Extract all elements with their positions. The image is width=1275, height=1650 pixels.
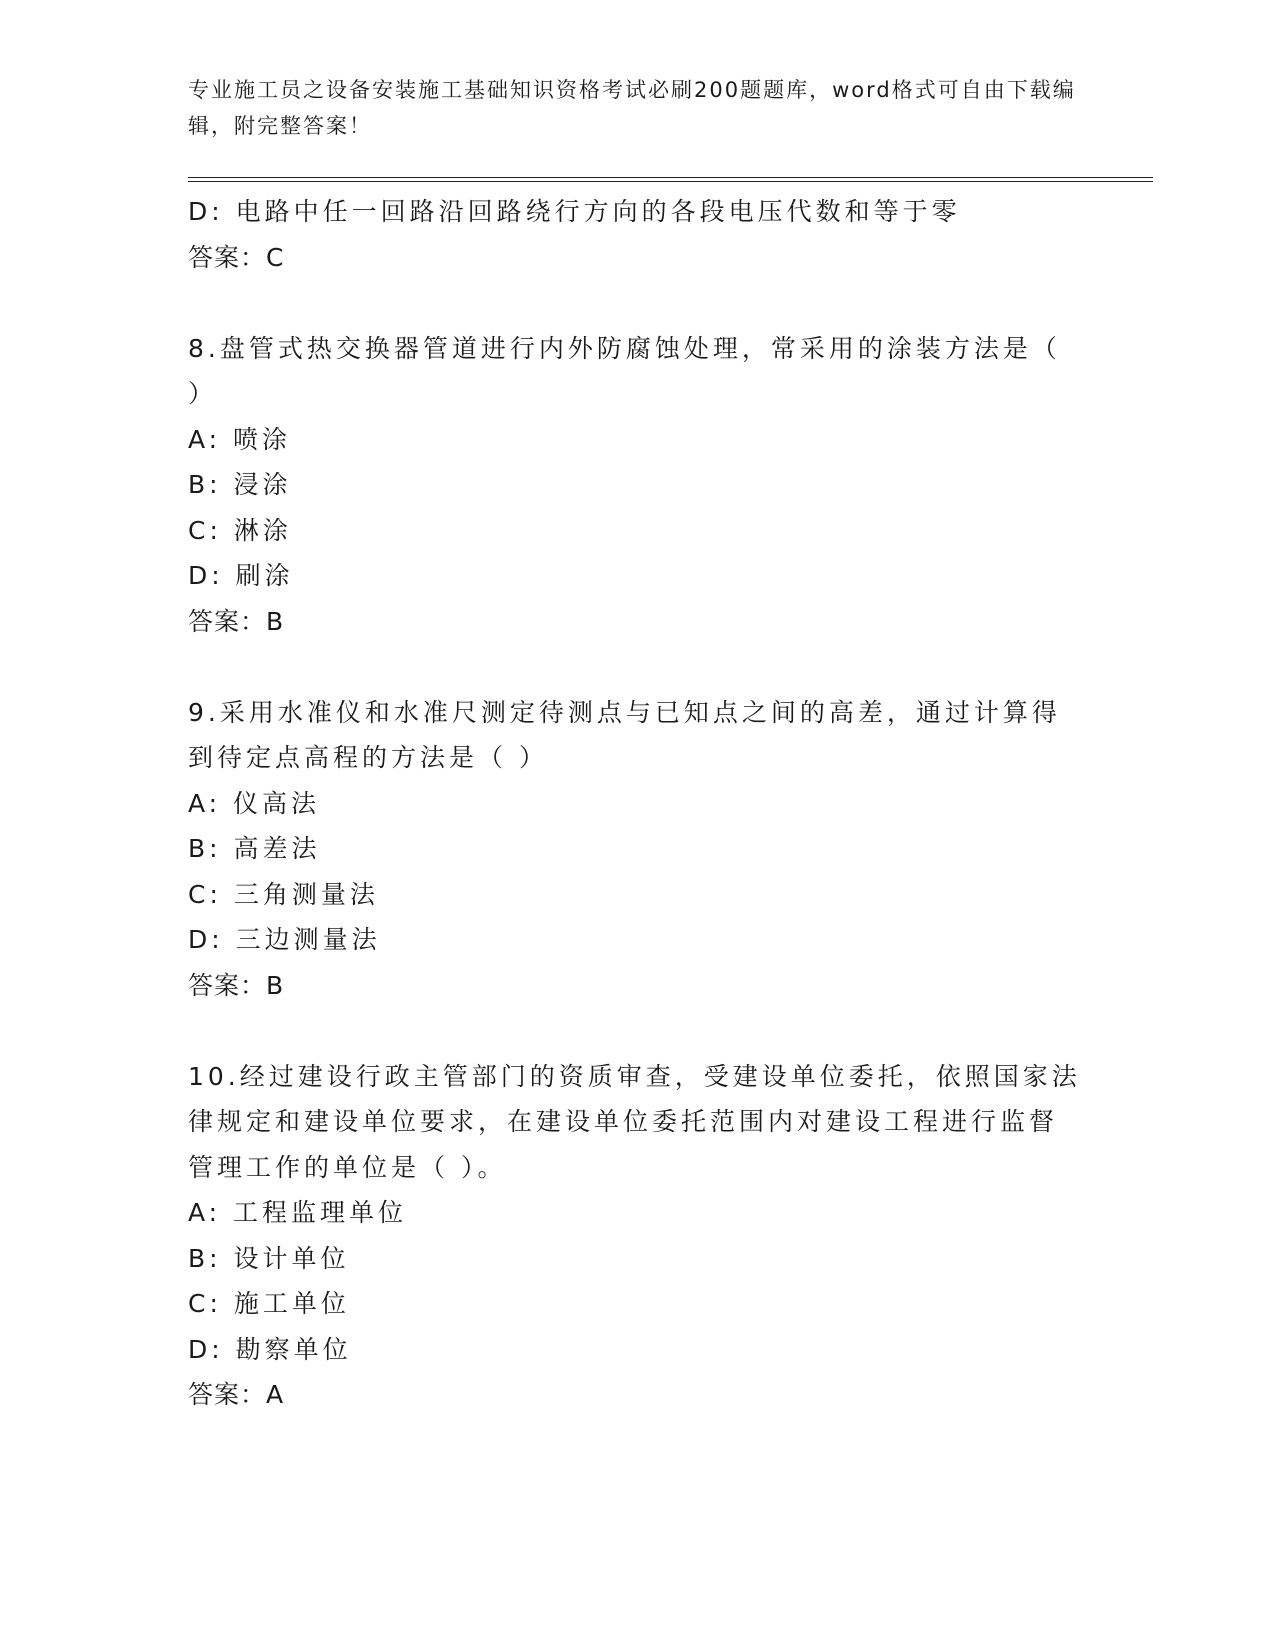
question-8-text-line-1: 8.盘管式热交换器管道进行内外防腐蚀处理，常采用的涂装方法是（ xyxy=(188,333,1061,363)
question-9-option-c: C: 三角测量法 xyxy=(188,879,379,909)
question-10-text-line-1: 10.经过建设行政主管部门的资质审查，受建设单位委托，依照国家法 xyxy=(188,1061,1081,1091)
spacer xyxy=(188,644,1088,690)
question-8-answer: 答案：B xyxy=(188,606,285,636)
question-10-option-c: C: 施工单位 xyxy=(188,1289,350,1318)
question-9-answer: 答案：B xyxy=(188,970,285,1000)
question-8-option-d: D: 刷涂 xyxy=(188,561,294,590)
question-9-text-line-2: 到待定点高程的方法是（ ） xyxy=(188,743,548,772)
document-header: 专业施工员之设备安装施工基础知识资格考试必刷200题题库，word格式可自由下载编辑，附完整答案！ xyxy=(188,78,1076,138)
question-10-option-b: B: 设计单位 xyxy=(188,1243,350,1273)
question-8-text-line-2: ） xyxy=(188,379,218,408)
document-body xyxy=(188,189,1088,1418)
question-8-option-a: A: 喷涂 xyxy=(188,424,292,454)
spacer xyxy=(188,1008,1088,1054)
question-9-option-d: D: 三边测量法 xyxy=(188,925,381,954)
question-9-option-a: A: 仪高法 xyxy=(188,788,321,818)
question-9-text-line-1: 9.采用水准仪和水准尺测定待测点与已知点之间的高差，通过计算得 xyxy=(188,697,1061,727)
spacer xyxy=(188,280,1088,326)
question-10-text-line-3: 管理工作的单位是（ ）。 xyxy=(188,1152,507,1182)
question-10-text-line-2: 律规定和建设单位要求，在建设单位委托范围内对建设工程进行监督 xyxy=(188,1107,1059,1136)
question-8-option-b: B: 浸涂 xyxy=(188,470,292,499)
question-10-option-a: A: 工程监理单位 xyxy=(188,1198,408,1227)
question-10-answer: 答案：A xyxy=(188,1380,285,1409)
question-8-option-c: C: 淋涂 xyxy=(188,515,292,545)
question-9-option-b: B: 高差法 xyxy=(188,834,321,863)
question-7-answer: 答案：C xyxy=(188,242,285,272)
question-10-option-d: D: 勘察单位 xyxy=(188,1334,352,1364)
question-7-option-d: D: 电路中任一回路沿回路绕行方向的各段电压代数和等于零 xyxy=(188,197,961,226)
header-divider-top xyxy=(188,177,1153,178)
header-divider-bottom xyxy=(188,181,1153,182)
